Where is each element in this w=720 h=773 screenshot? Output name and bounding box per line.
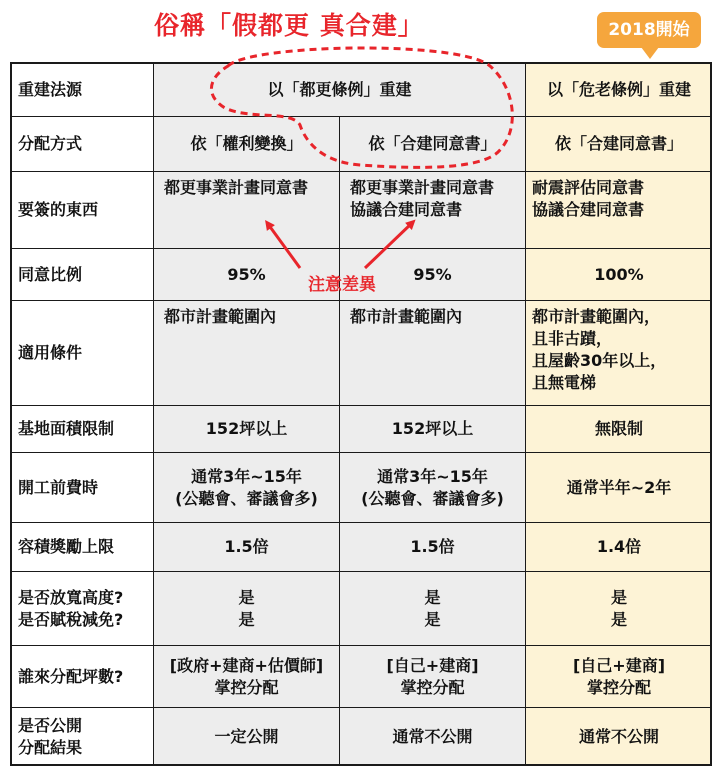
row-label: 同意比例 <box>18 264 83 284</box>
cell-text: 都市計畫範圍內 <box>164 307 277 326</box>
cell-text: 且屋齡30年以上， <box>532 351 667 370</box>
row-label: 要簽的東西 <box>18 200 99 219</box>
row-label: 是否公開 <box>18 716 83 735</box>
cell-text: 95% <box>413 264 452 284</box>
cell-text: 是 <box>610 609 627 629</box>
cell-text: [自己+建商] <box>572 655 666 675</box>
cell-text: 95% <box>227 264 266 284</box>
cell-text: 依「權利變換」 <box>190 134 303 153</box>
row-label: 分配結果 <box>18 738 83 757</box>
cell-text: 通常不公開 <box>578 727 659 746</box>
cell-text: 100% <box>594 264 644 284</box>
cell-text: 都更事業計畫同意書 <box>350 178 495 197</box>
row-label: 是否放寬高度? <box>18 587 124 607</box>
cell-text: 是 <box>238 609 255 629</box>
dashed-highlight-loop <box>211 48 512 167</box>
cell-text: 152坪以上 <box>391 419 474 438</box>
cell-text: 1.5倍 <box>224 537 269 556</box>
row-label: 適用條件 <box>18 343 83 362</box>
row-label: 基地面積限制 <box>18 419 115 438</box>
cell-text: 都市計畫範圍內， <box>532 307 661 326</box>
row-label: 分配方式 <box>18 134 83 153</box>
cell-text: 都更事業計畫同意書 <box>164 178 309 197</box>
cell-text: 通常不公開 <box>392 727 473 746</box>
cell-text: 是 <box>424 587 441 607</box>
cell-text: 掌控分配 <box>586 677 651 697</box>
cell-text: 以「危老條例」重建 <box>546 79 691 99</box>
headline-title: 俗稱「假都更 真合建」 <box>154 11 424 40</box>
cell-text: 是 <box>238 587 255 607</box>
arrow-right <box>365 223 412 268</box>
cell-text: 通常3年~15年 <box>377 466 488 486</box>
cell-text: [政府+建商+估價師] <box>169 655 324 675</box>
cell-text: 耐震評估同意書 <box>532 178 645 197</box>
cell-text: (公聽會、審議會多) <box>361 488 504 508</box>
cell-text: 無限制 <box>594 419 643 438</box>
row-label: 重建法源 <box>18 79 83 99</box>
cell-text: 一定公開 <box>214 727 279 746</box>
cell-text: 152坪以上 <box>205 419 288 438</box>
cell-text: 以「都更條例」重建 <box>267 79 412 99</box>
year-badge: 2018開始 <box>597 12 701 48</box>
cell-text: 協議合建同意書 <box>532 200 645 219</box>
cell-text: 1.4倍 <box>596 537 642 556</box>
row-label: 容積獎勵上限 <box>18 537 115 556</box>
row-label: 是否賦稅減免? <box>18 609 124 629</box>
cell-text: 通常半年~2年 <box>566 477 672 497</box>
cell-text: 且非古蹟， <box>532 329 613 348</box>
cell-text: 且無電梯 <box>532 373 597 392</box>
row-label: 誰來分配坪數? <box>18 666 124 686</box>
row-label: 開工前費時 <box>18 477 99 497</box>
cell-text: 是 <box>424 609 441 629</box>
cell-text: 1.5倍 <box>410 537 455 556</box>
cell-text: 依「合建同意書」 <box>554 134 683 153</box>
cell-text: 掌控分配 <box>214 677 279 697</box>
cell-text: [自己+建商] <box>386 655 479 675</box>
cell-text: 都市計畫範圍內 <box>350 307 463 326</box>
cell-text: 掌控分配 <box>400 677 465 697</box>
cell-text: 依「合建同意書」 <box>368 134 497 153</box>
note-difference: 注意差異 <box>308 275 376 295</box>
cell-text: (公聽會、審議會多) <box>175 488 318 508</box>
cell-text: 通常3年~15年 <box>191 466 302 486</box>
arrow-left <box>268 224 300 268</box>
cell-text: 協議合建同意書 <box>350 200 463 219</box>
cell-text: 是 <box>610 587 627 607</box>
